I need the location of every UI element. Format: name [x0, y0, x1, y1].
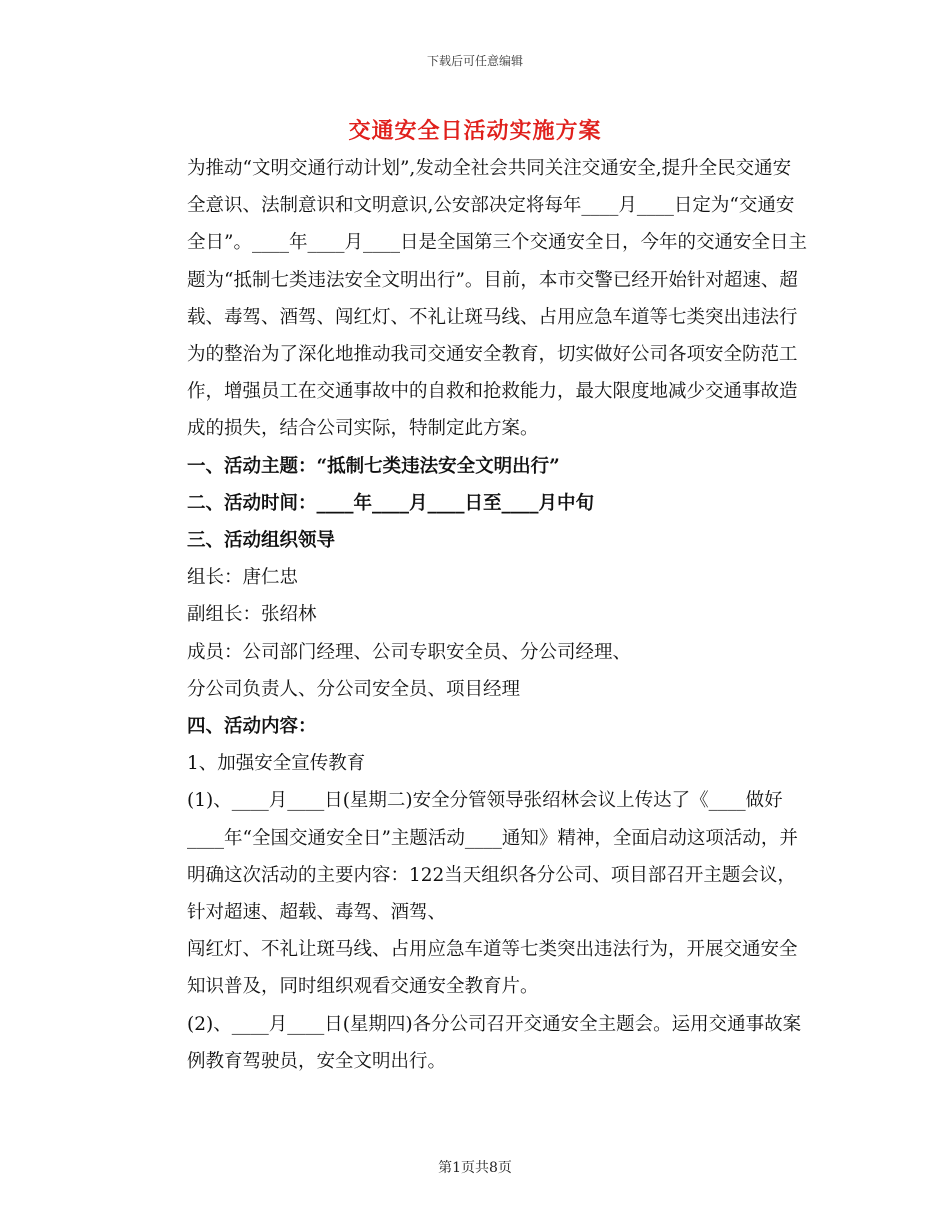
- leader-line: 组长：唐仁忠: [187, 567, 299, 589]
- members-line: 成员：公司部门经理、公司专职安全员、分公司经理、: [187, 641, 632, 663]
- page-header: 下载后可任意编辑: [426, 54, 523, 68]
- content-subitem-1-cont: 闯红灯、不礼让斑马线、占用应急车道等七类突出违法行为，开展交通安全知识普及，同时组织观看交通安全教育片。: [187, 939, 798, 998]
- section-time: 二、活动时间：____年____月____日至____月中旬: [187, 492, 595, 514]
- deputy-leader-line: 副组长：张绍林: [187, 604, 317, 626]
- content-subitem-1: (1)、____月____日(星期二)安全分管领导张绍林会议上传达了《____做好____年“全国交通安全日”主题活动____通知》精神，全面启动这项活动，并明确这次活动的主要内容：122当天组织各分公司、项目部召开主题会议，针对超速、超载、毒驾、酒驾、: [187, 790, 798, 924]
- section-content: 四、活动内容：: [187, 716, 317, 738]
- section-theme: 一、活动主题：“抵制七类违法安全文明出行”: [187, 455, 560, 477]
- document-body: [143, 150, 808, 1080]
- content-item-1: 1、加强安全宣传教育: [187, 753, 366, 775]
- content-subitem-2: (2)、____月____日(星期四)各分公司召开交通安全主题会。运用交通事故案例教育驾驶员，安全文明出行。: [187, 1013, 802, 1072]
- intro-paragraph: 为推动“文明交通行动计划”,发动全社会共同关注交通安全,提升全民交通安全意识、法制意识和文明意识,公安部决定将每年____月____日定为“交通安全日”。____年____月____日是全国第三个交通安全日，今年的交通安全日主题为“抵制七类违法安全文明出行”。目前，本市交警已经开始针对超速、超载、毒驾、酒驾、闯红灯、不礼让斑马线、占用应急车道等七类突出违法行为的整治为了深化地推动我司交通安全教育，切实做好公司各项安全防范工作，增强员工在交通事故中的自救和抢救能力，最大限度地减少交通事故造成的损失，结合公司实际，特制定此方案。: [187, 158, 807, 440]
- page-footer: 第1页共8页: [438, 1160, 512, 1176]
- members-line-2: 分公司负责人、分公司安全员、项目经理: [187, 678, 521, 700]
- document-title: 交通安全日活动实施方案: [348, 118, 602, 144]
- section-leadership: 三、活动组织领导: [187, 530, 336, 552]
